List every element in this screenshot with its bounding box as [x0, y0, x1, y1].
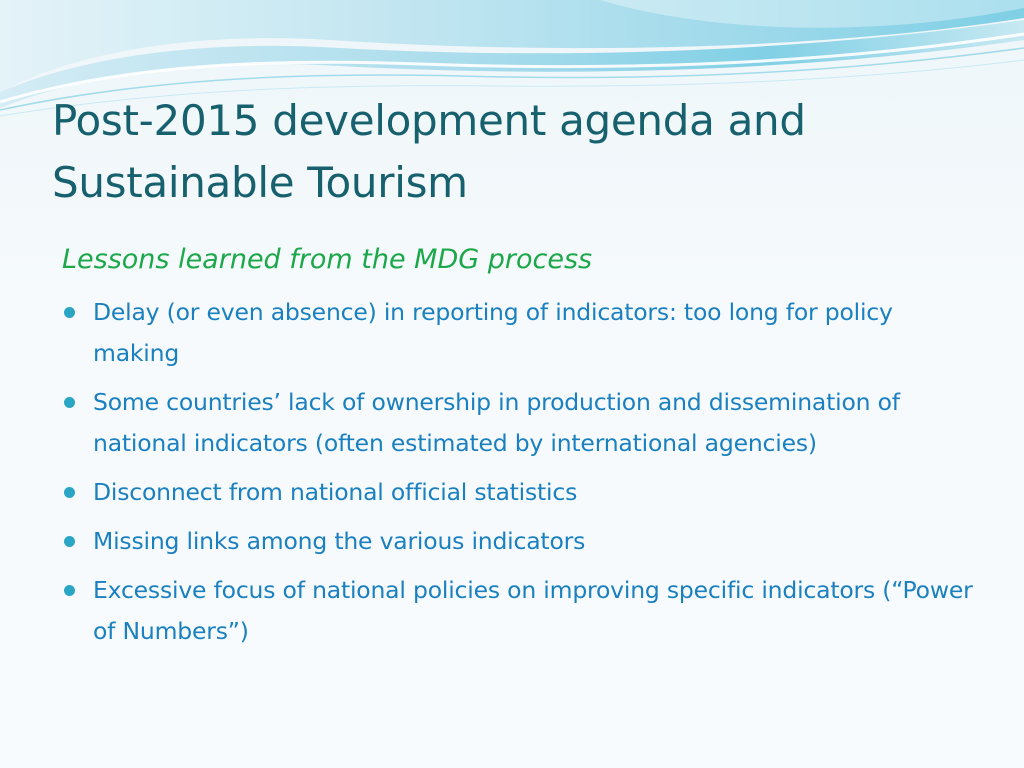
bullet-text: Some countries’ lack of ownership in production and dissemination of national indicators (often estimated by international agencies) — [93, 388, 900, 457]
bullet-text: Excessive focus of national policies on improving specific indicators (“Power of Numbers”) — [93, 576, 973, 645]
bullet-list — [62, 292, 982, 652]
bullet-text: Missing links among the various indicators — [93, 527, 586, 555]
slide-title — [52, 90, 992, 214]
bullet-text: Delay (or even absence) in reporting of indicators: too long for policy making — [93, 298, 893, 367]
bullet-dot-icon — [64, 307, 75, 318]
slide-title-line-1: Post-2015 development agenda and — [52, 96, 806, 145]
bullet-item — [62, 521, 982, 562]
bullet-item — [62, 472, 982, 513]
bullet-dot-icon — [64, 536, 75, 547]
bullet-dot-icon — [64, 487, 75, 498]
bullet-dot-icon — [64, 397, 75, 408]
bullet-item — [62, 570, 982, 652]
slide-content — [62, 238, 982, 660]
slide-title-line-2: Sustainable Tourism — [52, 158, 468, 207]
bullet-dot-icon — [64, 585, 75, 596]
bullet-item — [62, 382, 982, 464]
bullet-text: Disconnect from national official statistics — [93, 478, 578, 506]
bullet-item — [62, 292, 982, 374]
slide-subtitle: Lessons learned from the MDG process — [62, 244, 593, 275]
